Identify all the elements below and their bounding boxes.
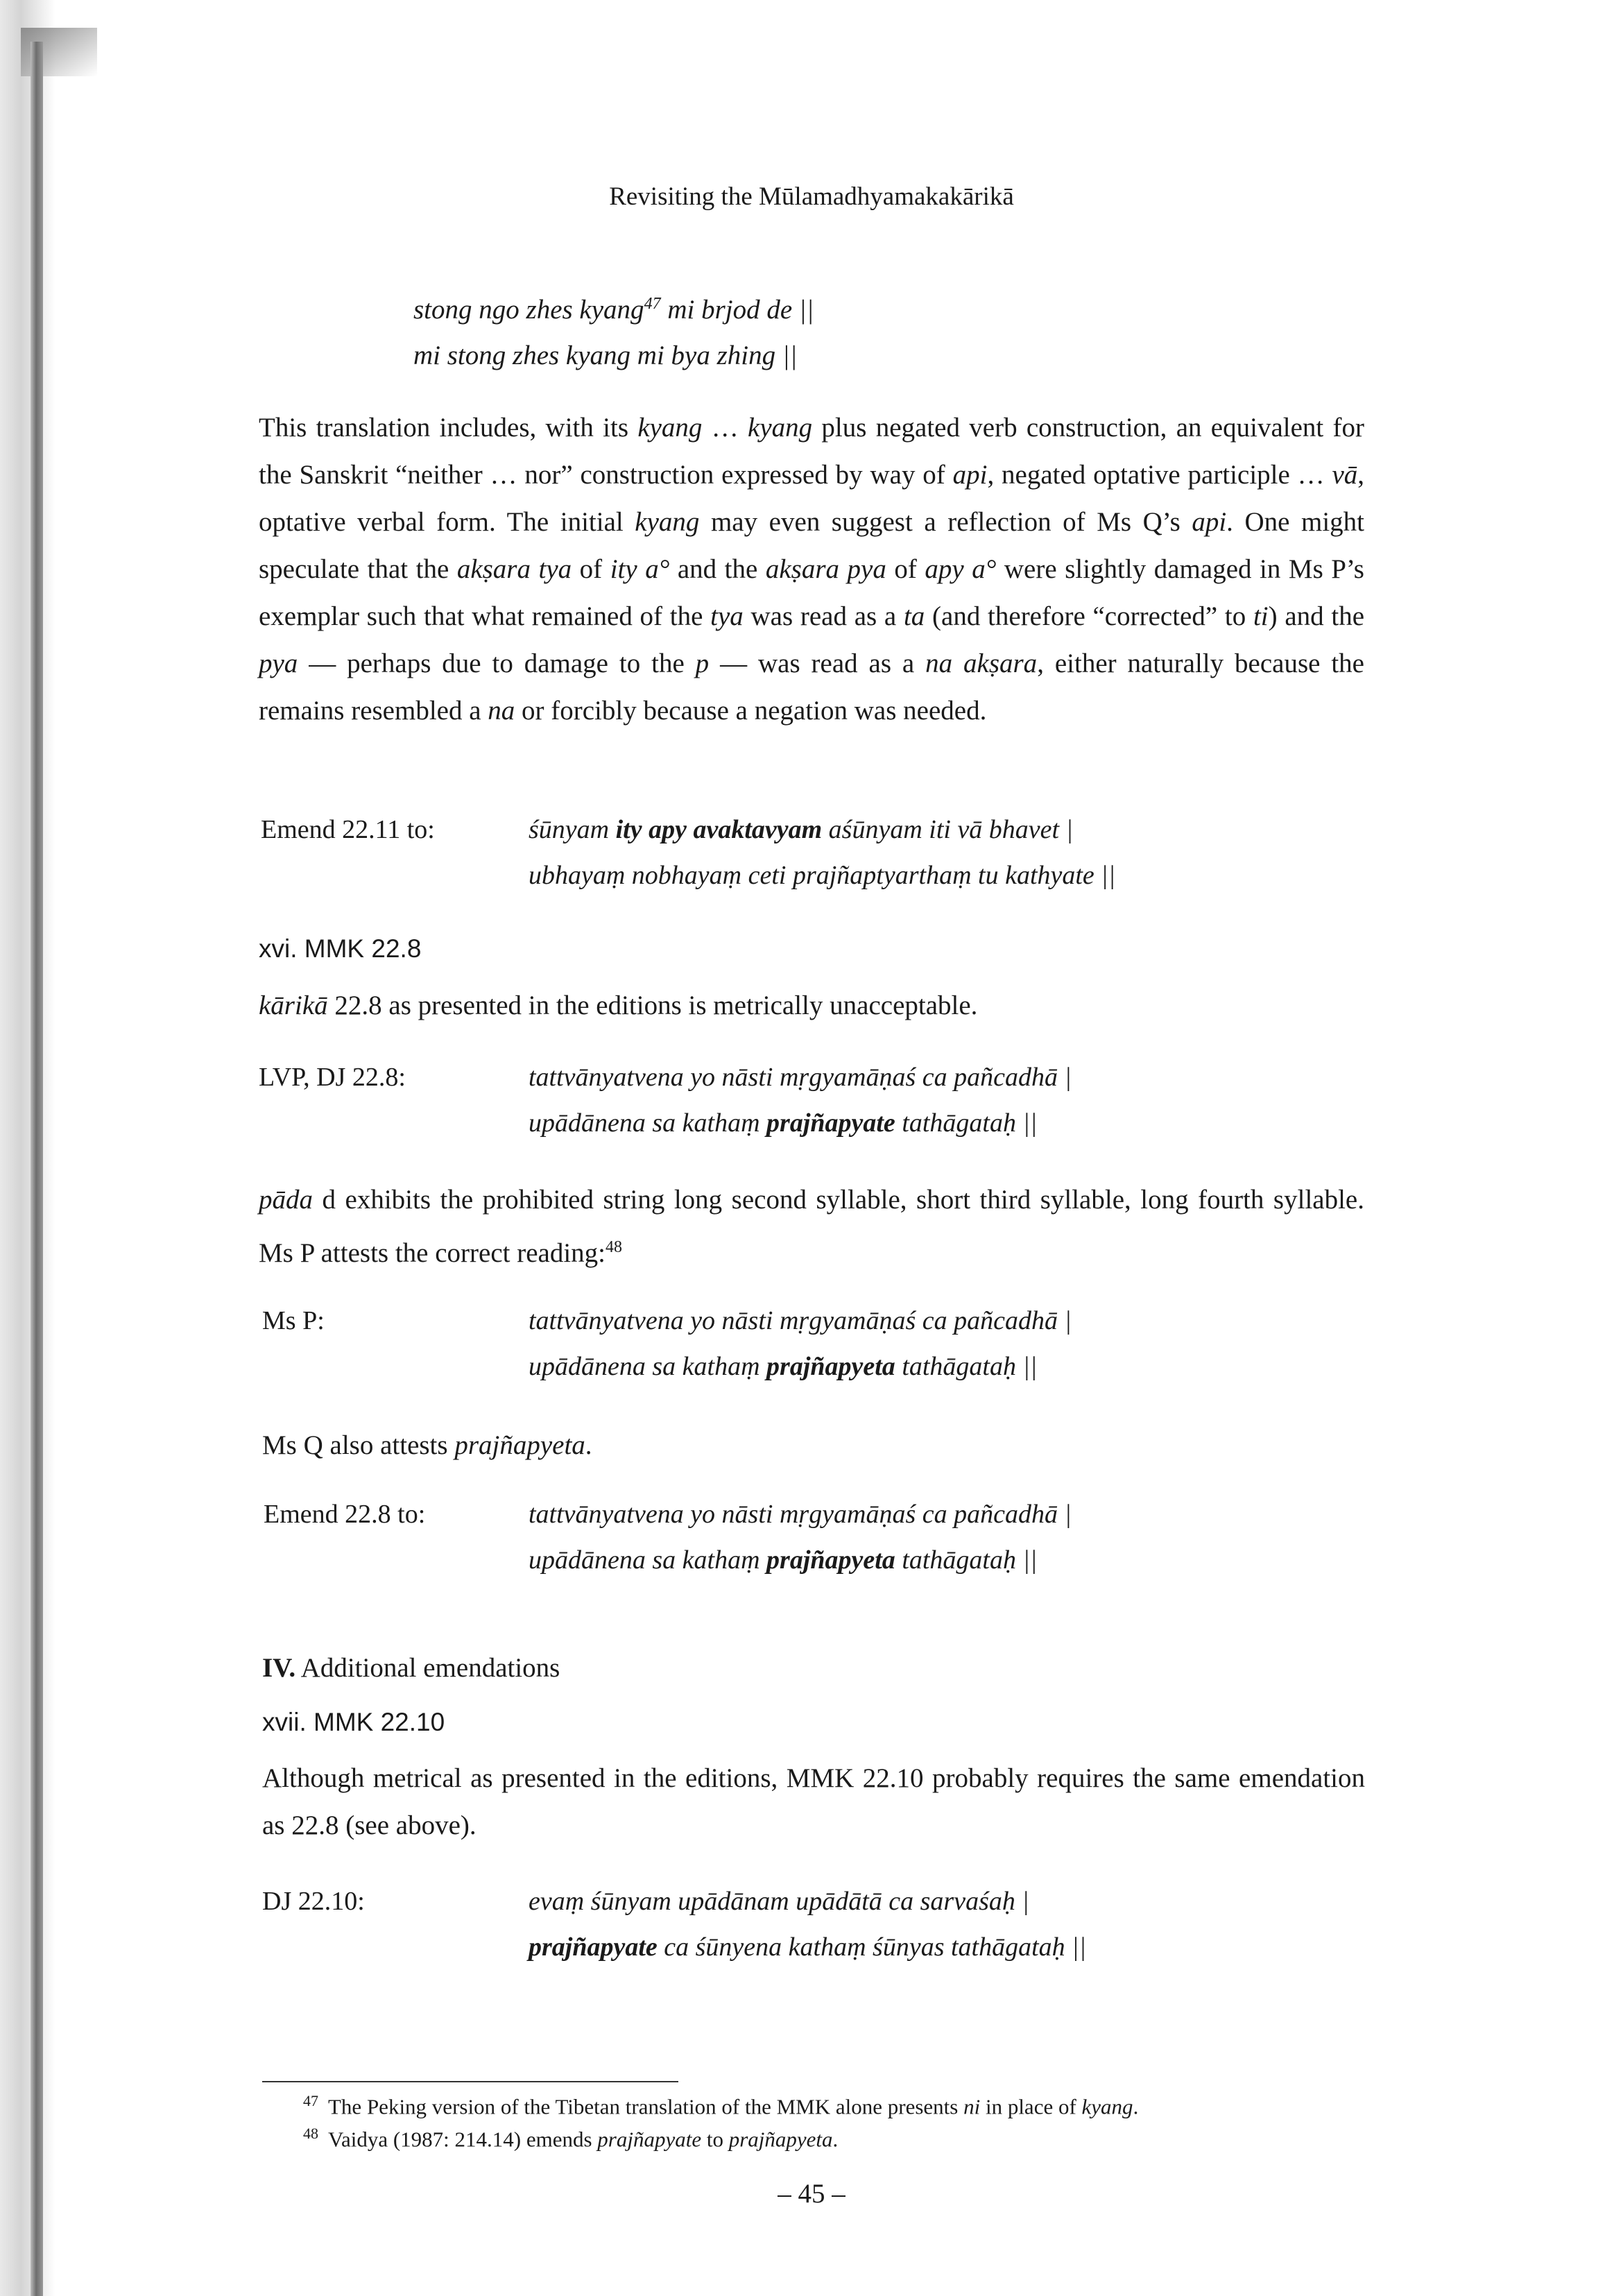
para1-part-11: api: [1192, 507, 1227, 537]
emend-22-11-verse: [529, 807, 1115, 898]
emend-22-8-line-2: [529, 1537, 1072, 1583]
para1-part-18: of: [886, 554, 925, 584]
emend-22-11-l1-a: śūnyam: [529, 815, 616, 844]
tibetan-quote: [413, 281, 814, 379]
footnote-48-part-2: to: [701, 2127, 729, 2152]
scan-binding-line: [31, 42, 43, 2296]
footnote-47: [303, 2092, 1138, 2119]
footnote-ref-48[interactable]: 48: [606, 1238, 622, 1256]
section-iv-number: IV.: [262, 1653, 296, 1683]
para1-part-30: — was read as a: [709, 649, 926, 678]
lvp-dj-l2-c: tathāgataḥ ||: [895, 1108, 1038, 1138]
emend-22-8-line-1: tattvānyatvena yo nāsti mṛgyamāṇaś ca pañcadhā |: [529, 1500, 1072, 1529]
karika-term: kārikā: [259, 991, 328, 1020]
para1-part-17: akṣara pya: [765, 554, 886, 584]
emend-22-11-label: Emend 22.11 to:: [261, 815, 435, 844]
footnote-47-part-3: kyang: [1081, 2094, 1133, 2119]
lvp-dj-line-1: tattvānyatvena yo nāsti mṛgyamāṇaś ca pañcadhā |: [529, 1063, 1072, 1092]
footnote-number: 48: [303, 2125, 318, 2142]
lvp-dj-verse: [529, 1054, 1072, 1146]
pada-term: pāda: [259, 1185, 313, 1215]
tibetan-line-2: mi stong zhes kyang mi bya zhing ||: [413, 341, 798, 370]
emend-22-8-l2-c: tathāgataḥ ||: [895, 1545, 1038, 1575]
dj-22-10-line-1: evaṃ śūnyam upādānam upādātā ca sarvaśaḥ |: [529, 1887, 1029, 1916]
paragraph-karika-22-8-text: 22.8 as presented in the editions is metrically unacceptable.: [327, 991, 978, 1020]
paragraph-karika-22-8: [259, 982, 977, 1029]
para1-part-26: ) and the: [1268, 601, 1365, 631]
emend-22-8-l2-bold: prajñapyeta: [766, 1545, 895, 1575]
para1-part-3: kyang: [748, 413, 813, 443]
para1-part-12: . One might speculate that the: [259, 507, 1364, 584]
emend-22-11-line-1: [529, 807, 1115, 853]
para1-part-22: was read as a: [743, 601, 904, 631]
emend-22-8-verse: [529, 1491, 1072, 1583]
paragraph-pada-d: [259, 1176, 1364, 1277]
ms-p-l2-a: upādānena sa kathaṃ: [529, 1352, 767, 1381]
para1-part-19: apy a°: [925, 554, 997, 584]
footnote-47-part-0: The Peking version of the Tibetan translation of the MMK alone presents: [328, 2094, 964, 2119]
para1-part-25: ti: [1253, 601, 1269, 631]
para1-part-32: , either naturally because the remains resembled a: [259, 649, 1364, 726]
footnote-48-part-1: prajñapyate: [597, 2127, 702, 2152]
footnote-48-part-4: .: [832, 2127, 839, 2152]
ms-q-term: prajñapyeta: [454, 1430, 585, 1460]
footnote-separator: [262, 2081, 678, 2082]
footnote-48-part-0: Vaidya (1987: 214.14) emends: [328, 2127, 598, 2152]
ms-p-line-1: tattvānyatvena yo nāsti mṛgyamāṇaś ca pañcadhā |: [529, 1306, 1072, 1335]
section-xvii-heading: xvii. MMK 22.10: [262, 1708, 445, 1736]
para1-part-23: ta: [903, 601, 925, 631]
section-iv-heading: [262, 1652, 560, 1684]
para1-part-16: and the: [669, 554, 766, 584]
lvp-dj-label: LVP, DJ 22.8:: [259, 1063, 406, 1092]
para1-part-31: na akṣara: [925, 649, 1038, 678]
para1-part-33: na: [488, 696, 515, 726]
para1-part-8: , optative verbal form. The initial: [259, 460, 1364, 537]
emend-22-8-label: Emend 22.8 to:: [264, 1500, 426, 1529]
para1-part-21: tya: [710, 601, 744, 631]
tibetan-line-1-rest: mi brjod de ||: [667, 295, 814, 325]
para1-part-1: kyang: [637, 413, 703, 443]
ms-p-line-2: [529, 1344, 1072, 1389]
paragraph-ms-q: [262, 1422, 592, 1469]
para1-part-7: vā: [1332, 460, 1358, 490]
ms-q-period: .: [585, 1430, 592, 1460]
paragraph-translation-analysis: [259, 404, 1364, 735]
tibetan-line-1-text: stong ngo zhes kyang: [413, 295, 644, 325]
para1-part-4: plus negated verb construction, an equivalent for the Sanskrit “neither … nor” construction expressed by way of: [259, 413, 1364, 490]
tibetan-line-1: [413, 281, 814, 333]
emend-22-11-line-2: ubhayaṃ nobhayaṃ ceti prajñaptyarthaṃ tu kathyate ||: [529, 861, 1116, 890]
para1-part-20: were slightly damaged in Ms P’s exemplar such that what remained of the: [259, 554, 1364, 631]
ms-q-text: Ms Q also attests: [262, 1430, 455, 1460]
para1-part-9: kyang: [635, 507, 700, 537]
emend-22-11-l1-bold: ity apy avaktavyam: [615, 815, 823, 844]
para1-part-6: , negated optative participle …: [987, 460, 1332, 490]
footnote-ref-47[interactable]: 47: [644, 295, 661, 313]
section-xvi-heading: xvi. MMK 22.8: [259, 934, 422, 963]
emend-22-11-l1-c: aśūnyam iti vā bhavet |: [822, 815, 1074, 844]
running-head: Revisiting the Mūlamadhyamakakārikā: [609, 182, 1014, 211]
para1-part-15: ity a°: [610, 554, 670, 584]
para1-part-28: — perhaps due to damage to the: [298, 649, 696, 678]
dj-22-10-l2-bold: prajñapyate: [529, 1933, 658, 1962]
footnote-48-part-3: prajñapyeta: [728, 2127, 833, 2152]
section-iv-title: Additional emendations: [295, 1653, 560, 1683]
paragraph-pada-d-text: d exhibits the prohibited string long second syllable, short third syllable, long fourth syllable. Ms P attests the correct reading:: [259, 1185, 1364, 1268]
para1-part-29: p: [695, 649, 710, 678]
ms-p-l2-c: tathāgataḥ ||: [895, 1352, 1038, 1381]
page-number: – 45 –: [778, 2179, 845, 2209]
lvp-dj-line-2: [529, 1100, 1072, 1146]
ms-p-verse: [529, 1298, 1072, 1389]
ms-p-label: Ms P:: [262, 1306, 325, 1335]
footnote-47-part-1: ni: [963, 2094, 981, 2119]
para1-part-27: pya: [259, 649, 298, 678]
para1-part-13: akṣara tya: [456, 554, 572, 584]
footnote-47-part-4: .: [1133, 2094, 1139, 2119]
lvp-dj-l2-a: upādānena sa kathaṃ: [529, 1108, 767, 1138]
para1-part-0: This translation includes, with its: [259, 413, 638, 443]
dj-22-10-verse: [529, 1878, 1086, 1970]
scan-binding-edge: [0, 0, 55, 2296]
emend-22-8-l2-a: upādānena sa kathaṃ: [529, 1545, 767, 1575]
dj-22-10-line-2: [529, 1924, 1086, 1970]
lvp-dj-l2-bold: prajñapyate: [766, 1108, 895, 1138]
para1-part-24: (and therefore “corrected” to: [925, 601, 1253, 631]
para1-part-10: may even suggest a reflection of Ms Q’s: [699, 507, 1192, 537]
ms-p-l2-bold: prajñapyeta: [766, 1352, 895, 1381]
dj-22-10-l2-rest: ca śūnyena kathaṃ śūnyas tathāgataḥ ||: [657, 1933, 1087, 1962]
para1-part-34: or forcibly because a negation was needed.: [515, 696, 987, 726]
para1-part-2: …: [702, 413, 748, 443]
footnote-48: [303, 2125, 838, 2152]
paragraph-mmk-22-10: Although metrical as presented in the editions, MMK 22.10 probably requires the same emendation as 22.8 (see above).: [262, 1763, 1365, 1840]
footnote-number: 47: [303, 2092, 318, 2109]
footnote-47-part-2: in place of: [980, 2094, 1082, 2119]
dj-22-10-label: DJ 22.10:: [262, 1887, 365, 1916]
para1-part-14: of: [572, 554, 610, 584]
para1-part-5: api: [952, 460, 988, 490]
